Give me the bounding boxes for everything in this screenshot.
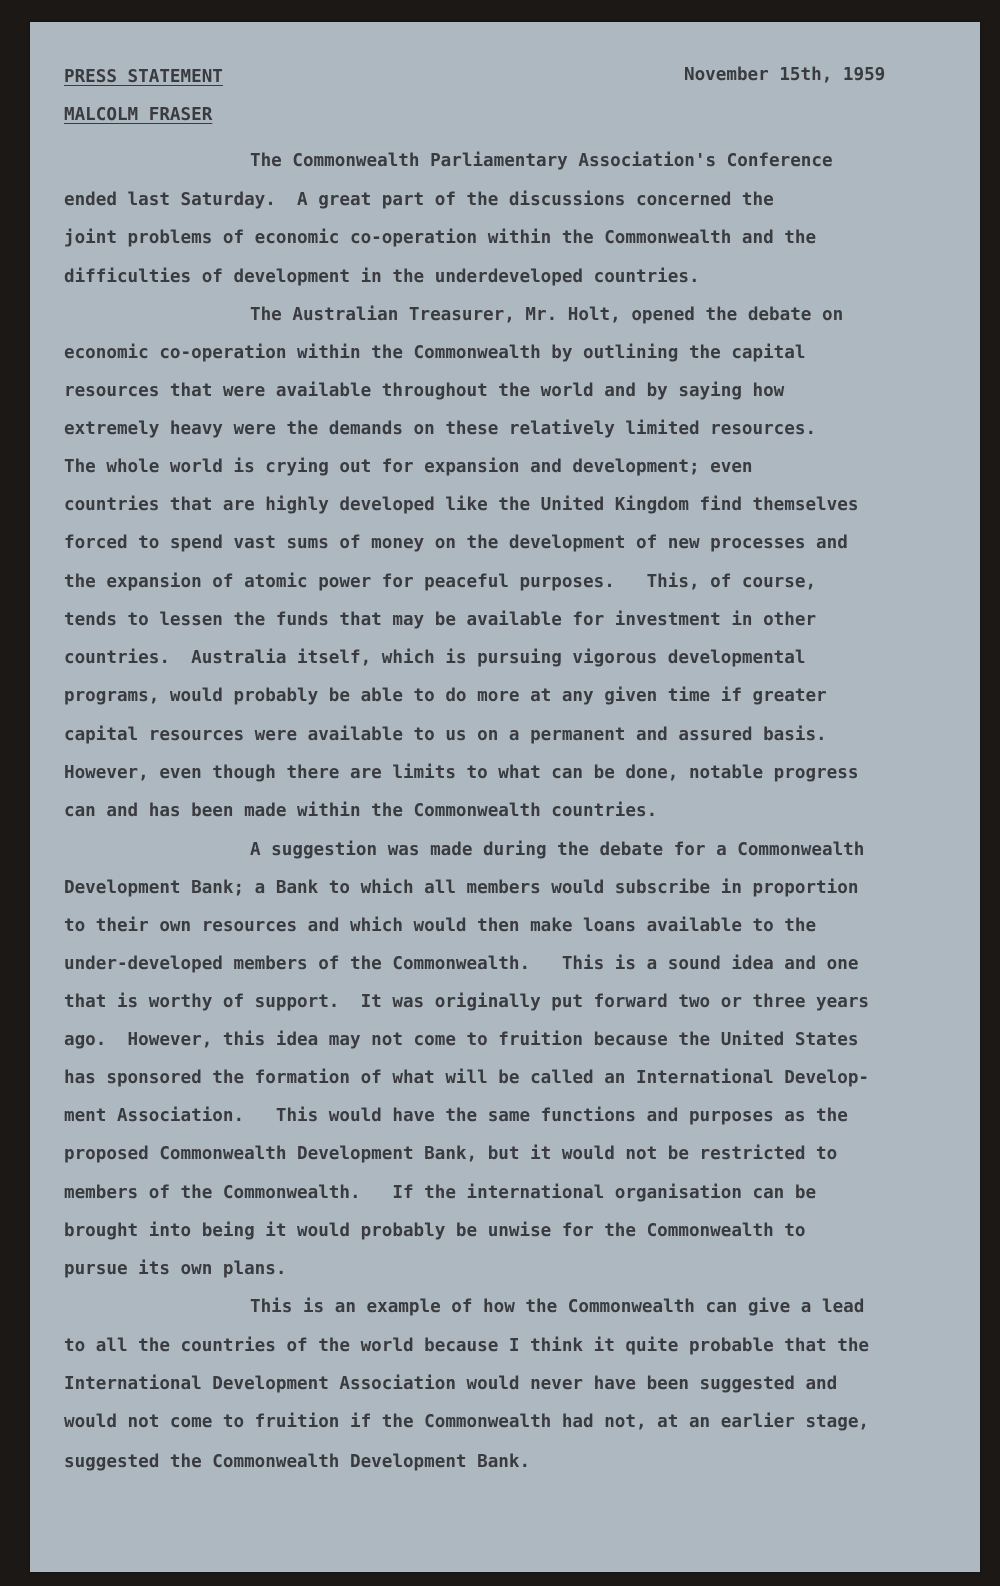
body-line: joint problems of economic co-operation within the Commonwealth and the bbox=[64, 228, 817, 248]
body-line: to their own resources and which would then make loans available to the bbox=[64, 916, 817, 936]
document-page bbox=[30, 22, 980, 1572]
body-line: However, even though there are limits to what can be done, notable progress bbox=[64, 763, 859, 783]
body-line: suggested the Commonwealth Development Bank. bbox=[64, 1452, 531, 1472]
body-line: forced to spend vast sums of money on the development of new processes and bbox=[64, 533, 848, 553]
body-line: proposed Commonwealth Development Bank, but it would not be restricted to bbox=[64, 1144, 838, 1164]
body-line: has sponsored the formation of what will be called an International Develop- bbox=[64, 1068, 870, 1088]
author-name: MALCOLM FRASER bbox=[64, 105, 213, 125]
body-line: the expansion of atomic power for peaceful purposes. This, of course, bbox=[64, 572, 817, 592]
body-line: capital resources were available to us on a permanent and assured basis. bbox=[64, 725, 827, 745]
body-line: can and has been made within the Commonwealth countries. bbox=[64, 801, 658, 821]
document-date: November 15th, 1959 bbox=[684, 65, 886, 85]
body-line: under-developed members of the Commonwealth. This is a sound idea and one bbox=[64, 954, 859, 974]
body-line: ago. However, this idea may not come to fruition because the United States bbox=[64, 1030, 859, 1050]
body-line: tends to lessen the funds that may be available for investment in other bbox=[64, 610, 817, 630]
body-line: ment Association. This would have the same functions and purposes as the bbox=[64, 1106, 848, 1126]
body-line: ended last Saturday. A great part of the discussions concerned the bbox=[64, 190, 774, 210]
body-line: countries that are highly developed like the United Kingdom find themselves bbox=[64, 495, 859, 515]
body-line: extremely heavy were the demands on these relatively limited resources. bbox=[64, 419, 817, 439]
body-line: brought into being it would probably be unwise for the Commonwealth to bbox=[64, 1221, 806, 1241]
body-line: International Development Association would never have been suggested and bbox=[64, 1374, 838, 1394]
body-line: difficulties of development in the underdeveloped countries. bbox=[64, 267, 700, 287]
document-title: PRESS STATEMENT bbox=[64, 67, 223, 87]
body-line: members of the Commonwealth. If the international organisation can be bbox=[64, 1183, 817, 1203]
body-line: This is an example of how the Commonwealth can give a lead bbox=[250, 1297, 865, 1317]
body-line: programs, would probably be able to do more at any given time if greater bbox=[64, 686, 827, 706]
body-line: economic co-operation within the Commonwealth by outlining the capital bbox=[64, 343, 806, 363]
body-line: countries. Australia itself, which is pursuing vigorous developmental bbox=[64, 648, 806, 668]
body-line: The Australian Treasurer, Mr. Holt, opened the debate on bbox=[250, 305, 844, 325]
body-line: The Commonwealth Parliamentary Association's Conference bbox=[250, 151, 833, 171]
body-line: Development Bank; a Bank to which all members would subscribe in proportion bbox=[64, 878, 859, 898]
body-line: would not come to fruition if the Commonwealth had not, at an earlier stage, bbox=[64, 1412, 870, 1432]
body-line: A suggestion was made during the debate for a Commonwealth bbox=[250, 840, 865, 860]
body-line: pursue its own plans. bbox=[64, 1259, 287, 1279]
body-line: The whole world is crying out for expansion and development; even bbox=[64, 457, 753, 477]
body-line: to all the countries of the world because I think it quite probable that the bbox=[64, 1336, 870, 1356]
body-line: resources that were available throughout the world and by saying how bbox=[64, 381, 785, 401]
body-line: that is worthy of support. It was originally put forward two or three years bbox=[64, 992, 870, 1012]
